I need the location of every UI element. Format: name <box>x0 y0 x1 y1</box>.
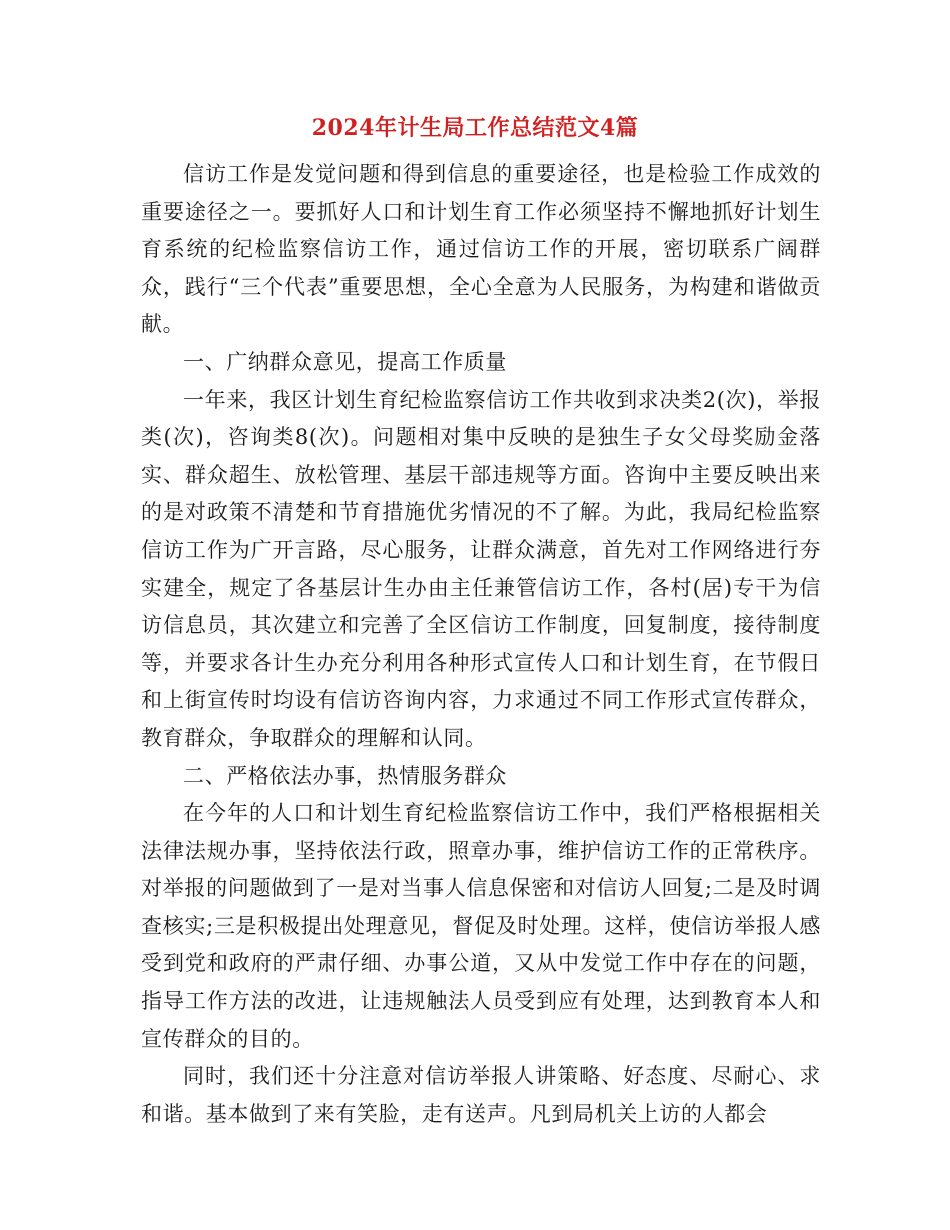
paragraph-section-2: 在今年的人口和计划生育纪检监察信访工作中，我们严格根据相关法律法规办事，坚持依法行政，照章办事，维护信访工作的正常秩序。对举报的问题做到了一是对当事人信息保密和对信访人回复;二是及时调查核实;三是积极提出处理意见，督促及时处理。这样，使信访举报人感受到党和政府的严肃仔细、办事公道，又从中发觉工作中存在的问题，指导工作方法的改进，让违规触法人员受到应有处理，达到教育本人和宣传群众的目的。 <box>141 801 821 1051</box>
section-heading-2: 二、严格依法办事，热情服务群众 <box>183 763 507 788</box>
paragraph-section-2-continued: 同时，我们还十分注意对信访举报人讲策略、好态度、尽耐心、求和谐。基本做到了来有笑脸，走有送声。凡到局机关上访的人都会 <box>141 1064 821 1126</box>
document-body <box>141 156 821 1133</box>
section-heading-1: 一、广纳群众意见，提高工作质量 <box>183 349 507 374</box>
paragraph-section-1: 一年来，我区计划生育纪检监察信访工作共收到求决类2(次)，举报类(次)，咨询类8(次)。问题相对集中反映的是独生子女父母奖励金落实、群众超生、放松管理、基层干部违规等方面。咨询中主要反映出来的是对政策不清楚和节育措施优劣情况的不了解。为此，我局纪检监察信访工作为广开言路，尽心服务，让群众满意，首先对工作网络进行夯实建全，规定了各基层计生办由主任兼管信访工作，各村(居)专干为信访信息员，其次建立和完善了全区信访工作制度，回复制度，接待制度等，并要求各计生办充分利用各种形式宣传人口和计划生育，在节假日和上街宣传时均设有信访咨询内容，力求通过不同工作形式宣传群众，教育群众，争取群众的理解和认同。 <box>141 387 821 750</box>
document-title: 2024年计生局工作总结范文4篇 <box>311 115 639 141</box>
paragraph-intro: 信访工作是发觉问题和得到信息的重要途径，也是检验工作成效的重要途径之一。要抓好人口和计划生育工作必须坚持不懈地抓好计划生育系统的纪检监察信访工作，通过信访工作的开展，密切联系广阔群众，践行“三个代表”重要思想，全心全意为人民服务，为构建和谐做贡献。 <box>141 162 821 337</box>
